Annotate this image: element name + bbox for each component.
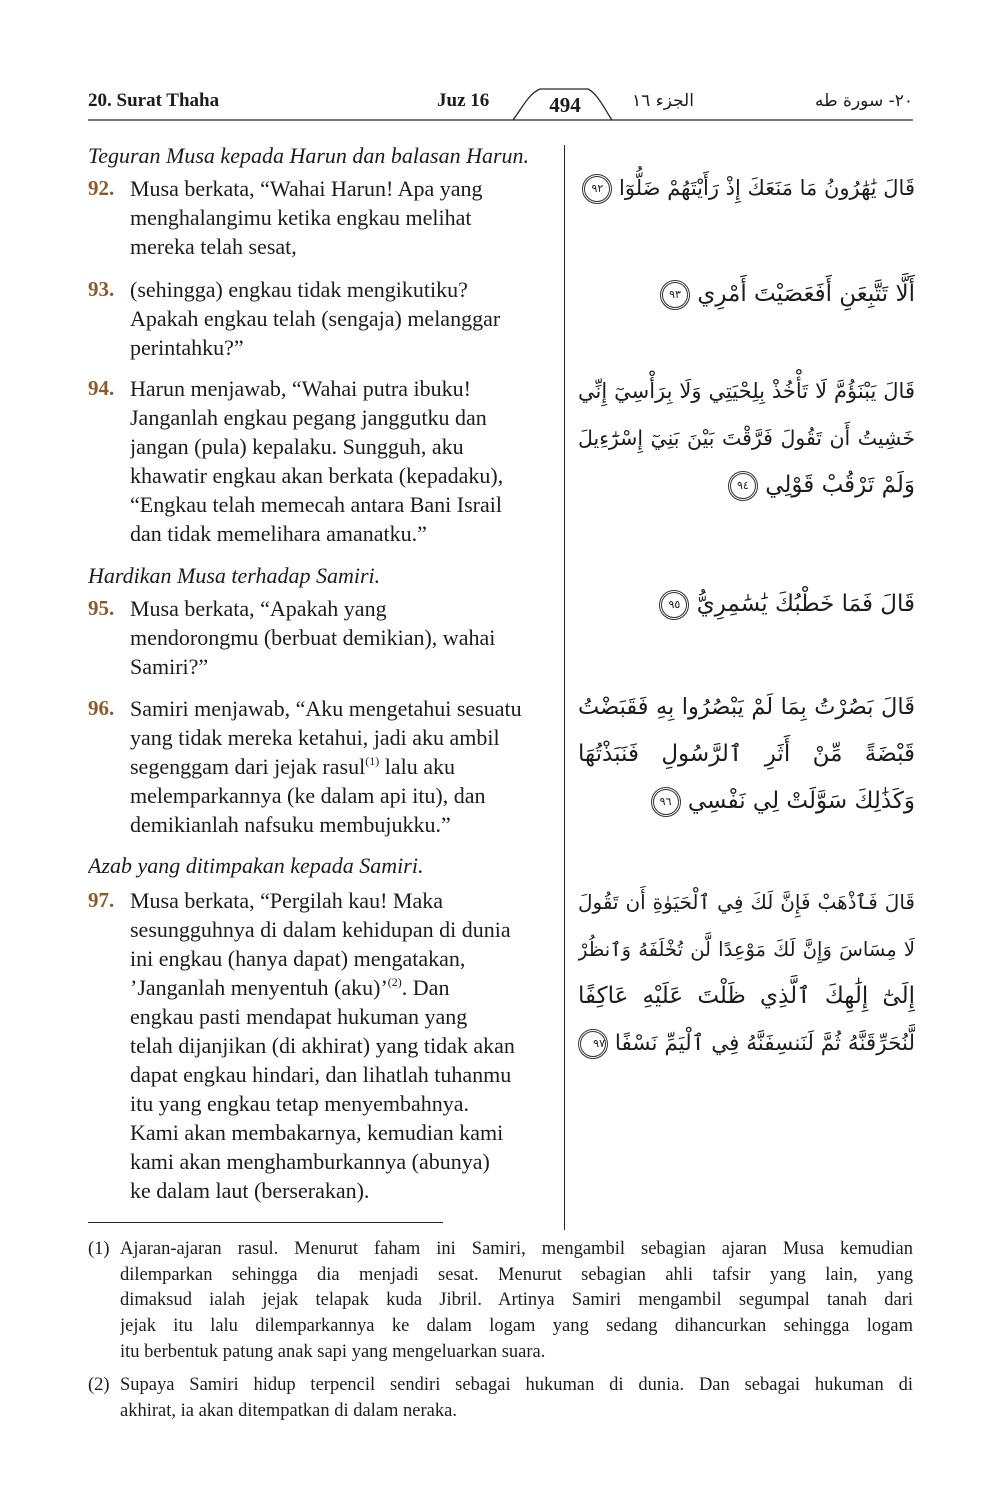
arabic-line: إِلَىٰٓ إِلَٰهِكَ ٱلَّذِي ظَلْتَ عَلَيْهِ عَاكِفًا	[578, 983, 915, 1009]
arabic-verse-96	[578, 684, 915, 825]
translation-line: menghalangimu ketika engkau melihat	[130, 205, 472, 230]
column-divider	[564, 145, 565, 1230]
arabic-line: قَالَ فَٱذْهَبْ فَإِنَّ لَكَ فِي ٱلْحَيَوٰةِ أَن تَقُولَ	[578, 890, 915, 914]
translation-line: engkau pasti mendapat hukuman yang	[130, 1004, 468, 1029]
translation-line: yang tidak mereka ketahui, jadi aku ambil	[130, 725, 500, 750]
verse-translation-96	[88, 694, 558, 839]
translation-line: (sehingga) engkau tidak mengikutiku?	[130, 277, 468, 302]
footnote-line: Ajaran-ajaran rasul. Menurut faham ini Samiri, mengambil sebagian ajaran Musa kemudian	[120, 1239, 913, 1259]
translation-line: dapat engkau hindari, dan lihatlah tuhanmu	[130, 1062, 512, 1087]
header-surah-name: 20. Surat Thaha	[88, 90, 220, 111]
translation-line: khawatir engkau akan berkata (kepadaku),	[130, 463, 504, 488]
page-number: 494	[549, 93, 581, 117]
translation-line: Musa berkata, “Pergilah kau! Maka	[130, 888, 443, 913]
line-text: lalu aku	[379, 754, 455, 779]
translation-line: kami akan menghamburkannya (abunya)	[130, 1149, 490, 1174]
line-text: segenggam dari jejak rasul	[130, 754, 366, 779]
translation-line: sesungguhnya di dalam kehidupan di dunia	[130, 917, 511, 942]
translation-line: Harun menjawab, “Wahai putra ibuku!	[130, 376, 471, 401]
ayah-end-marker: ٩٢	[582, 174, 612, 204]
arabic-line: قَالَ بَصُرْتُ بِمَا لَمْ يَبْصُرُوا بِهِ فَقَبَضْتُ	[578, 694, 915, 720]
translation-line: “Engkau telah memecah antara Bani Israil	[130, 492, 502, 517]
footnote-2	[88, 1373, 913, 1424]
translation-line	[130, 973, 558, 1002]
verse-translation-93	[88, 275, 558, 362]
footnote-line: Supaya Samiri hidup terpencil sendiri sebagai hukuman di dunia. Dan sebagai hukuman di	[120, 1375, 913, 1395]
verse-number: 97.	[88, 888, 115, 912]
arabic-verse-92	[578, 165, 915, 212]
footnote-line: jejak itu lalu dilemparkannya ke dalam logam yang sedang dihancurkan sehingga logam	[120, 1316, 913, 1337]
footnote-text	[120, 1237, 913, 1365]
translation-line: Musa berkata, “Wahai Harun! Apa yang	[130, 176, 483, 201]
verse-number: 95.	[88, 596, 115, 620]
ayah-end-marker: ٩٦	[651, 787, 681, 817]
translation-line: Musa berkata, “Apakah yang	[130, 596, 387, 621]
arabic-line: خَشِيتُ أَن تَقُولَ فَرَّقْتَ بَيْنَ بَنِيٓ إِسْرَٰٓءِيلَ	[578, 426, 915, 450]
line-text: ’Janganlah menyentuh (aku)’	[130, 975, 388, 1000]
footnote-reference: (2)	[387, 975, 402, 989]
footnote-line: akhirat, ia akan ditempatkan di dalam neraka.	[120, 1400, 457, 1421]
verse-number: 93.	[88, 277, 115, 301]
verse-number: 96.	[88, 696, 115, 720]
translation-line: ini engkau (hanya dapat) mengatakan,	[130, 946, 466, 971]
translation-line: telah dijanjikan (di akhirat) yang tidak akan	[130, 1033, 515, 1058]
ayah-end-marker: ٩٧	[578, 1029, 608, 1059]
translation-line: Apakah engkau telah (sengaja) melanggar	[130, 306, 501, 331]
verse-number: 92.	[88, 176, 115, 200]
footnote-reference: (1)	[365, 754, 380, 768]
arabic-line: قَالَ يَبْنَؤُمَّ لَا تَأْخُذْ بِلِحْيَتِي وَلَا بِرَأْسِيٓ إِنِّي	[578, 379, 915, 403]
arabic-text: وَكَذَٰلِكَ سَوَّلَتْ لِي نَفْسِي	[687, 788, 915, 814]
verse-number: 94.	[88, 376, 115, 400]
section-heading: Azab yang ditimpakan kepada Samiri.	[88, 853, 424, 878]
ayah-end-marker: ٩٣	[660, 280, 690, 310]
arabic-line: لَا مِسَاسَ وَإِنَّ لَكَ مَوْعِدًا لَّن تُخْلَفَهُ وَٱنظُرْ	[578, 938, 915, 961]
translation-line: jangan (pula) kepalaku. Sungguh, aku	[130, 434, 464, 459]
footnote-line: dilemparkan sehingga dia menjadi sesat. Menurut sebagian ahli tafsir yang lain, yang	[120, 1264, 913, 1285]
verse-lines	[130, 694, 558, 839]
verse-translation-97	[88, 886, 558, 1205]
footnote-line: itu berbentuk patung anak sapi yang mengeluarkan suara.	[120, 1341, 546, 1362]
arabic-verse-93	[578, 271, 915, 318]
translation-line: perintahku?”	[130, 335, 244, 360]
arabic-text: قَالَ يَٰهَٰرُونُ مَا مَنَعَكَ إِذْ رَأَيْتَهُمْ ضَلُّوٓا	[619, 176, 915, 200]
verse-lines	[130, 174, 558, 261]
translation-line	[130, 752, 558, 781]
translation-line: melemparkannya (ke dalam api itu), dan	[130, 783, 486, 808]
footnote-line: dimaksud ialah jejak telapak kuda Jibril. Artinya Samiri mengambil segumpal tanah dari	[120, 1290, 913, 1311]
verse-lines	[130, 275, 558, 362]
arabic-line	[578, 165, 915, 212]
translation-line: demikianlah nafsuku membujukku.”	[130, 812, 451, 837]
section-heading: Teguran Musa kepada Harun dan balasan Harun.	[88, 143, 530, 168]
translation-line: ke dalam laut (berserakan).	[130, 1178, 370, 1203]
verse-lines	[130, 594, 558, 681]
arabic-text: لَّنُحَرِّقَنَّهُ ثُمَّ لَنَنسِفَنَّهُ فِي ٱلْيَمِّ نَسْفًا	[614, 1031, 915, 1056]
arabic-text: قَالَ فَمَا خَطْبُكَ يَٰسَٰمِرِيُّ	[696, 591, 915, 617]
verse-translation-92	[88, 174, 558, 261]
footnote-text	[120, 1373, 913, 1424]
footnote-marker: (1)	[88, 1239, 110, 1259]
translation-line: Samiri?”	[130, 654, 209, 679]
translation-line: mereka telah sesat,	[130, 234, 297, 259]
footnote-marker: (2)	[88, 1375, 110, 1395]
section-heading: Hardikan Musa terhadap Samiri.	[88, 563, 381, 588]
header-surah-arabic: ٢٠- سورة طه	[815, 91, 913, 111]
line-text: . Dan	[401, 975, 450, 1000]
ayah-end-marker: ٩٤	[728, 471, 758, 501]
verse-lines	[130, 886, 558, 1205]
arabic-verse-97	[578, 879, 915, 1067]
footnote-1	[88, 1237, 913, 1365]
translation-line: dan tidak memelihara amanatku.”	[130, 521, 427, 546]
ayah-end-marker: ٩٥	[659, 590, 689, 620]
arabic-verse-94	[578, 368, 915, 509]
header-juz: Juz 16	[437, 90, 490, 111]
verse-lines	[130, 374, 558, 548]
arabic-text: أَلَّا تَتَّبِعَنِ أَفَعَصَيْتَ أَمْرِي	[697, 281, 915, 307]
verse-translation-95	[88, 594, 558, 681]
arabic-line	[578, 778, 915, 825]
arabic-text: وَلَمْ تَرْقُبْ قَوْلِي	[765, 472, 915, 498]
translation-line: Janganlah engkau pegang janggutku dan	[130, 405, 487, 430]
translation-line: Samiri menjawab, “Aku mengetahui sesuatu	[130, 696, 522, 721]
header-juz-arabic: الجزء ١٦	[632, 91, 694, 111]
arabic-line: قَبْضَةً مِّنْ أَثَرِ ٱلرَّسُولِ فَنَبَذْتُهَا	[578, 741, 915, 767]
arabic-line	[578, 1020, 915, 1067]
arabic-verse-95	[578, 581, 915, 628]
translation-line: mendorongmu (berbuat demikian), wahai	[130, 625, 496, 650]
footnote-separator	[88, 1222, 443, 1223]
translation-line: itu yang engkau tetap menyembahnya.	[130, 1091, 470, 1116]
arabic-line	[578, 462, 915, 509]
verse-translation-94	[88, 374, 558, 548]
arabic-line	[578, 581, 915, 628]
arabic-line	[578, 271, 915, 318]
translation-line: Kami akan membakarnya, kemudian kami	[130, 1120, 504, 1145]
